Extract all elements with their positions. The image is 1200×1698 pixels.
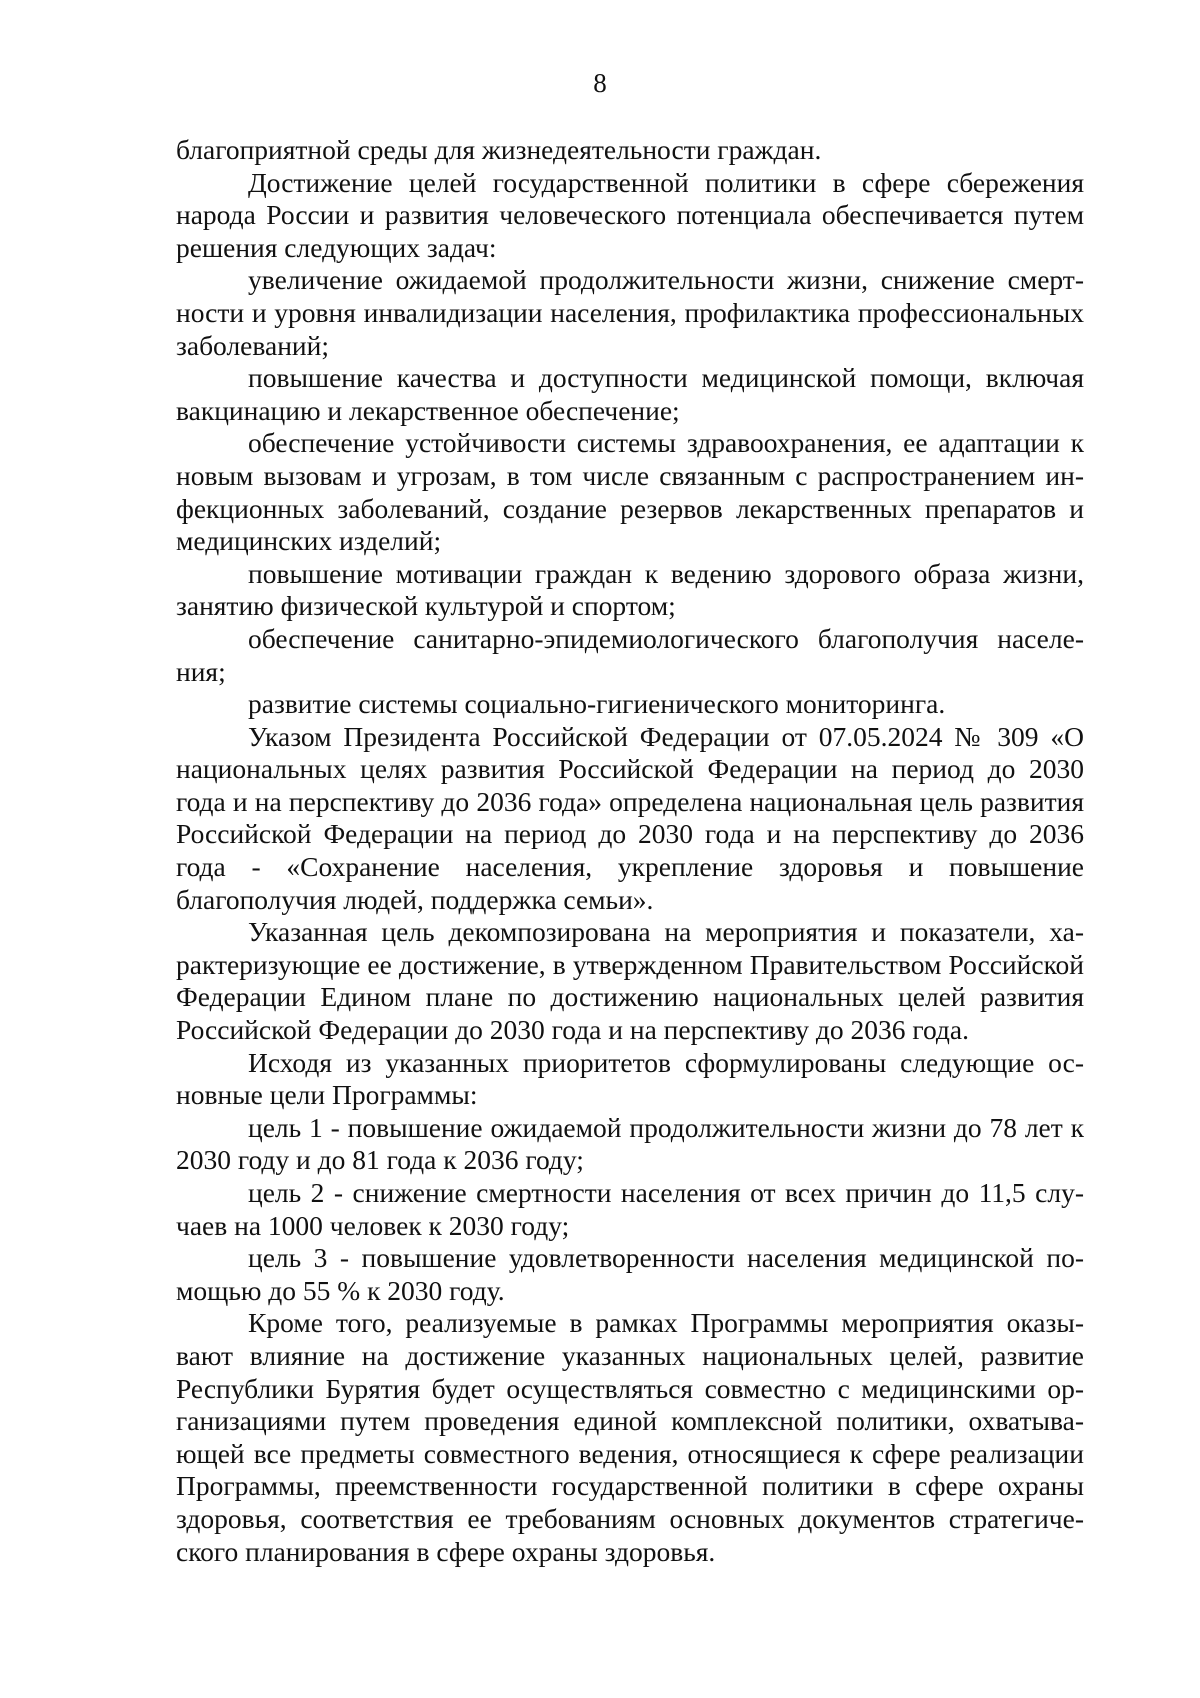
- paragraph-2: Достижение целей государственной политики в сфере сбережения народа России и развития человеческого потенциала обеспечивается путем решения следующих задач:: [176, 166, 1084, 263]
- paragraph-decree: Указом Президента Российской Федерации от 07.05.2024 № 309 «О национальных целях развития Российской Федерации на период до 2030 года и на перспективу до 2036 года» определена национальная цель развития Российской Федерации на период до 2030 года и на перспективу до 2036 года - «Сохранение населения, укрепление здоровья и повышение благополучия людей, поддержка семьи».: [176, 720, 1084, 915]
- document-body: [176, 134, 1084, 1568]
- goal-item-3: цель 3 - повышение удовлетворенности населения медицинской помощью до 55 % к 2030 году.: [176, 1242, 1084, 1306]
- task-item-4: повышение мотивации граждан к ведению здорового образа жизни, занятию физической культурой и спортом;: [176, 557, 1084, 622]
- task-item-5: обеспечение санитарно-эпидемиологического благополучия населения;: [176, 622, 1084, 687]
- paragraph-1: благоприятной среды для жизнедеятельности граждан.: [176, 134, 822, 165]
- paragraph-goals-intro: Исходя из указанных приоритетов сформулированы следующие основные цели Программы:: [176, 1046, 1084, 1111]
- goal-item-1: цель 1 - повышение ожидаемой продолжительности жизни до 78 лет к 2030 году и до 81 года к 2036 году;: [176, 1111, 1084, 1176]
- task-item-3: обеспечение устойчивости системы здравоохранения, ее адаптации к новым вызовам и угрозам, в том числе связанным с распространением инфекционных заболеваний, создание резервов лекарственных препаратов и медицинских изделий;: [176, 427, 1084, 557]
- paragraph-decomposition: Указанная цель декомпозирована на мероприятия и показатели, характеризующие ее достижение, в утвержденном Правительством Российской Федерации Едином плане по достижению национальных целей развития Российской Федерации до 2030 года и на перспективу до 2036 года.: [176, 916, 1084, 1046]
- page-number: 8: [593, 68, 607, 98]
- task-item-2: повышение качества и доступности медицинской помощи, включая вакцинацию и лекарственное обеспечение;: [176, 362, 1084, 426]
- goal-item-2: цель 2 - снижение смертности населения от всех причин до 11,5 случаев на 1000 человек к 2030 году;: [176, 1177, 1084, 1241]
- task-item-6: развитие системы социально-гигиенического мониторинга.: [248, 688, 946, 720]
- paragraph-conclusion: Кроме того, реализуемые в рамках Программы мероприятия оказывают влияние на достижение указанных национальных целей, развитие Республики Бурятия будет осуществляться совместно с медицинскими организациями путем проведения единой комплексной политики, охватывающей все предметы совместного ведения, относящиеся к сфере реализации Программы, преемственности государственной политики в сфере охраны здоровья, соответствия ее требованиям основных документов стратегического планирования в сфере охраны здоровья.: [176, 1307, 1084, 1567]
- task-item-1: увеличение ожидаемой продолжительности жизни, снижение смертности и уровня инвалидизации населения, профилактика профессиональных заболеваний;: [176, 264, 1084, 361]
